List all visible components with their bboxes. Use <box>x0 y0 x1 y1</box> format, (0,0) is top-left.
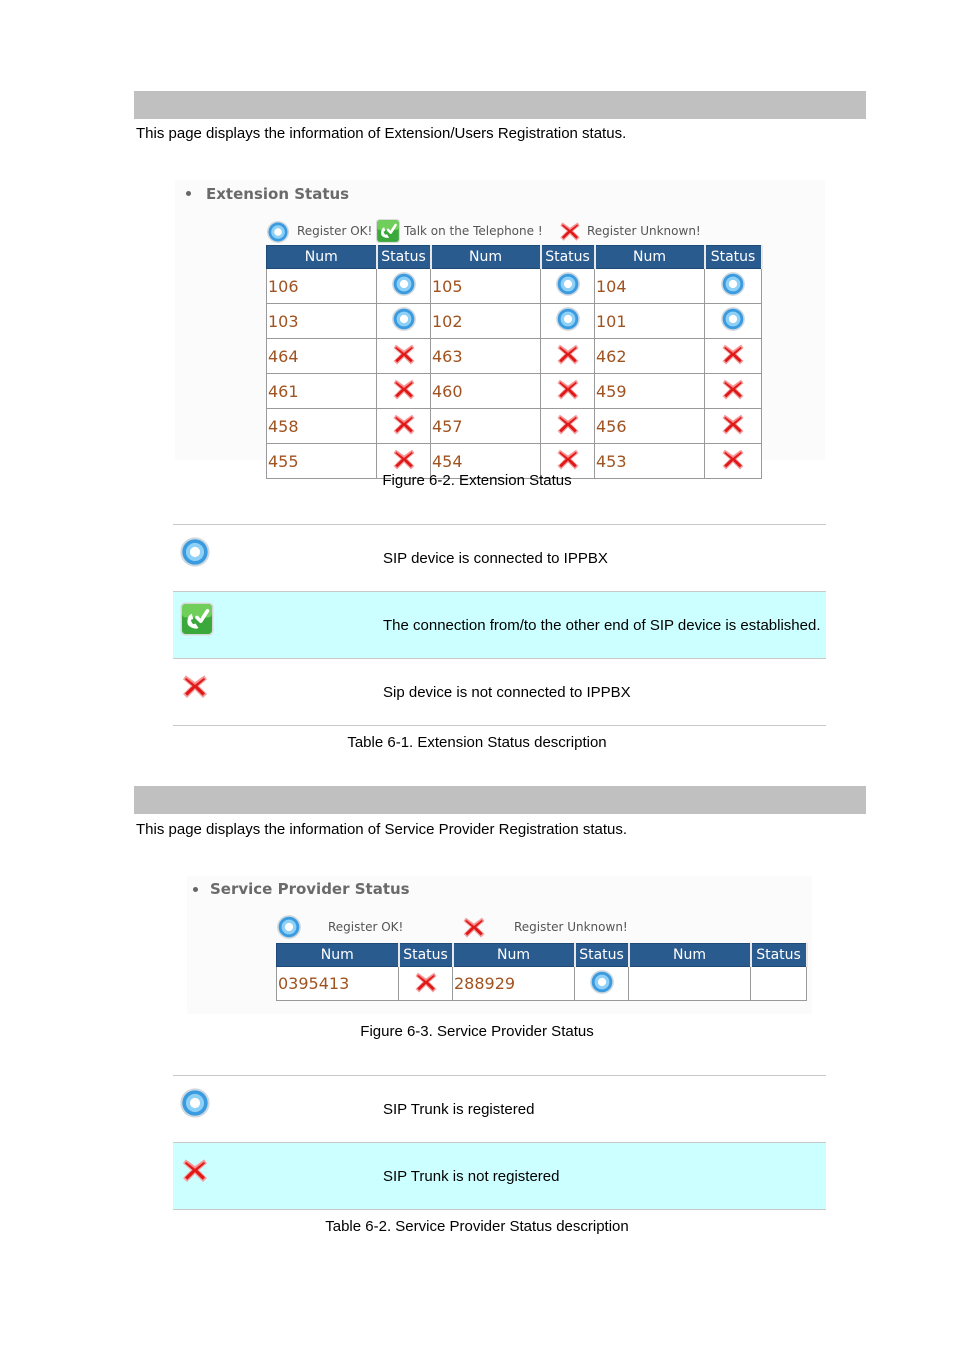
status-cell <box>705 374 762 409</box>
description-row <box>173 592 826 659</box>
register-unknown-icon <box>557 218 583 248</box>
section-intro: This page displays the information of Extension/Users Registration status. <box>136 125 627 142</box>
extension-number-cell: 457 <box>431 409 541 444</box>
register-unknown-icon <box>460 913 488 945</box>
description-icon-cell <box>173 525 383 592</box>
register-unknown-icon <box>719 340 747 372</box>
figure-caption: Figure 6-2. Extension Status <box>382 472 572 489</box>
status-cell <box>575 967 629 1001</box>
description-icon-cell <box>173 592 383 659</box>
column-header: Status <box>575 944 629 967</box>
column-header: Status <box>751 944 807 967</box>
status-cell <box>705 409 762 444</box>
table-caption: Table 6-1. Extension Status description <box>347 734 607 751</box>
register-unknown-icon <box>390 375 418 407</box>
status-cell <box>377 269 431 304</box>
service-provider-status-table <box>276 943 808 1001</box>
extension-number-cell: 0395413 <box>277 967 399 1001</box>
extension-number-cell: 459 <box>595 374 705 409</box>
extension-number-cell: 455 <box>267 444 377 479</box>
status-cell <box>377 374 431 409</box>
description-text: SIP Trunk is registered <box>383 1076 826 1143</box>
status-cell <box>399 967 453 1001</box>
register-unknown-icon <box>719 410 747 442</box>
extension-number-cell: 464 <box>267 339 377 374</box>
extension-number-cell: 454 <box>431 444 541 479</box>
register-ok-icon <box>179 536 211 572</box>
column-header: Num <box>277 944 399 967</box>
screenshot-title: Extension Status <box>206 185 350 203</box>
extension-status-screenshot <box>175 180 825 471</box>
talk-phone-icon <box>179 601 215 641</box>
register-ok-icon <box>720 306 746 336</box>
column-header: Num <box>267 246 377 269</box>
extension-status-description-table <box>173 524 826 726</box>
description-row <box>173 1076 826 1143</box>
register-unknown-icon <box>412 968 440 1000</box>
table-row <box>267 374 762 409</box>
status-cell <box>541 409 595 444</box>
description-row <box>173 525 826 592</box>
description-icon-cell <box>173 659 383 726</box>
register-ok-icon <box>555 306 581 336</box>
column-header: Status <box>705 246 762 269</box>
column-header: Num <box>629 944 751 967</box>
extension-number-cell: 101 <box>595 304 705 339</box>
table-header-row <box>277 944 807 967</box>
register-ok-icon <box>720 271 746 301</box>
description-text: Sip device is not connected to IPPBX <box>383 659 826 726</box>
register-ok-icon <box>589 969 615 999</box>
legend-talk: Talk on the Telephone ! <box>404 224 543 238</box>
register-unknown-icon <box>390 340 418 372</box>
extension-number-cell: 456 <box>595 409 705 444</box>
register-ok-icon <box>391 306 417 336</box>
description-text: SIP device is connected to IPPBX <box>383 525 826 592</box>
bullet-icon <box>193 887 198 892</box>
status-cell <box>377 304 431 339</box>
table-row <box>267 409 762 444</box>
status-cell <box>377 339 431 374</box>
status-cell <box>705 339 762 374</box>
service-provider-status-description-table <box>173 1075 826 1210</box>
status-cell <box>541 339 595 374</box>
extension-number-cell: 103 <box>267 304 377 339</box>
legend-register-ok: Register OK! <box>297 224 373 238</box>
legend-register-unknown: Register Unknown! <box>514 920 628 934</box>
service-provider-status-screenshot <box>187 876 812 1014</box>
section-intro: This page displays the information of Service Provider Registration status. <box>136 821 628 838</box>
register-unknown-icon <box>554 340 582 372</box>
column-header: Status <box>541 246 595 269</box>
table-row <box>267 304 762 339</box>
register-unknown-icon <box>554 410 582 442</box>
register-unknown-icon <box>179 1154 211 1190</box>
register-ok-icon <box>266 220 290 248</box>
table-row <box>277 967 807 1001</box>
extension-number-cell: 460 <box>431 374 541 409</box>
status-cell <box>541 304 595 339</box>
register-unknown-icon <box>719 375 747 407</box>
description-text: The connection from/to the other end of SIP device is established. <box>383 592 826 659</box>
legend-register-ok: Register OK! <box>328 920 404 934</box>
column-header: Num <box>595 246 705 269</box>
status-cell <box>541 269 595 304</box>
extension-number-cell: 288929 <box>453 967 575 1001</box>
extension-number-cell: 102 <box>431 304 541 339</box>
register-ok-icon <box>391 271 417 301</box>
extension-status-table <box>266 245 763 479</box>
column-header: Status <box>377 246 431 269</box>
register-ok-icon <box>179 1087 211 1123</box>
legend-register-unknown: Register Unknown! <box>587 224 701 238</box>
register-unknown-icon <box>179 670 211 706</box>
description-text: SIP Trunk is not registered <box>383 1143 826 1210</box>
register-ok-icon <box>555 271 581 301</box>
extension-number-cell <box>629 967 751 1001</box>
register-unknown-icon <box>390 410 418 442</box>
register-ok-icon <box>276 914 302 944</box>
bullet-icon <box>186 191 191 196</box>
table-header-row <box>267 246 762 269</box>
status-cell <box>541 374 595 409</box>
extension-number-cell: 458 <box>267 409 377 444</box>
extension-number-cell: 462 <box>595 339 705 374</box>
status-cell <box>751 967 807 1001</box>
description-row <box>173 1143 826 1210</box>
extension-number-cell: 104 <box>595 269 705 304</box>
status-cell <box>377 409 431 444</box>
extension-number-cell: 105 <box>431 269 541 304</box>
section-header-band <box>134 91 866 119</box>
table-row <box>267 339 762 374</box>
extension-number-cell: 463 <box>431 339 541 374</box>
column-header: Num <box>431 246 541 269</box>
extension-number-cell: 461 <box>267 374 377 409</box>
description-icon-cell <box>173 1143 383 1210</box>
table-row <box>267 269 762 304</box>
screenshot-title: Service Provider Status <box>210 880 410 898</box>
section-header-band <box>134 786 866 814</box>
figure-caption: Figure 6-3. Service Provider Status <box>360 1023 594 1040</box>
description-row <box>173 659 826 726</box>
extension-number-cell: 453 <box>595 444 705 479</box>
talk-phone-icon <box>375 218 401 248</box>
extension-number-cell: 106 <box>267 269 377 304</box>
status-cell <box>705 269 762 304</box>
description-icon-cell <box>173 1076 383 1143</box>
register-unknown-icon <box>554 375 582 407</box>
status-cell <box>705 304 762 339</box>
column-header: Status <box>399 944 453 967</box>
column-header: Num <box>453 944 575 967</box>
table-caption: Table 6-2. Service Provider Status description <box>325 1218 629 1235</box>
